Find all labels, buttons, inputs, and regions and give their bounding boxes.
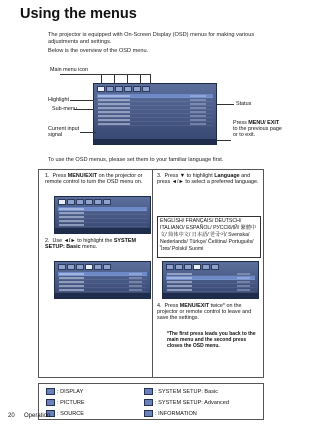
legend-system-advanced: : SYSTEM SETUP: Advanced [155, 400, 229, 406]
osd-row [97, 122, 213, 126]
information-icon [142, 86, 150, 92]
osd-menu-tabs [97, 86, 213, 93]
callout-current-input: Current input signal [48, 126, 80, 139]
step-4: 4. Press MENU/EXIT twice* on the projector or remote control to leave and save the settings. [157, 303, 252, 322]
legend-system-basic: : SYSTEM SETUP: Basic [155, 389, 219, 395]
system-basic-icon [144, 388, 153, 395]
osd-sub-menu [97, 94, 213, 126]
intro-overview: Below is the overview of the OSD menu. [48, 48, 149, 54]
callout-highlight: Highlight [48, 97, 69, 103]
picture-icon [106, 86, 114, 92]
information-icon [144, 410, 153, 417]
system-basic-icon [124, 86, 132, 92]
legend-display: : DISPLAY [57, 389, 84, 395]
source-icon [115, 86, 123, 92]
instruction-text: To use the OSD menus, please set them to your familiar language first. [48, 157, 224, 163]
system-advanced-icon [144, 399, 153, 406]
step-2-osd-screenshot [54, 261, 151, 299]
section-name: Operation [24, 413, 51, 419]
intro-paragraph: The projector is equipped with On-Screen Display (OSD) menus for making various adjustments and settings. [48, 32, 255, 45]
legend-source: : SOURCE [57, 411, 85, 417]
page-title: Using the menus [20, 6, 137, 22]
callout-status: Status [236, 101, 252, 107]
legend-picture: : PICTURE [57, 400, 85, 406]
step-1-osd-screenshot [54, 196, 151, 234]
page-number: 20 [8, 413, 15, 419]
step-2: 2. Use ◄/► to highlight the SYSTEM SETUP: Basic menu. [45, 238, 136, 251]
display-icon [97, 86, 105, 92]
main-osd-screenshot [93, 83, 217, 145]
callout-sub-menu: Sub-menu [52, 106, 77, 112]
picture-icon [46, 399, 55, 406]
callout-main-menu-icon: Main menu icon [50, 67, 89, 73]
callout-press-menu-exit: Press MENU/ EXIT to the previous page or to exit. [233, 120, 282, 139]
step-3-osd-screenshot [162, 261, 259, 299]
osd-footer [94, 139, 216, 144]
system-advanced-icon [133, 86, 141, 92]
step-4-note: *The first press leads you back to the main menu and the second press closes the OSD menu. [167, 331, 256, 349]
display-icon [46, 388, 55, 395]
step-1: 1. Press MENU/EXIT on the projector or remote control to turn the OSD menu on. [45, 173, 143, 186]
language-list: ENGLISH/ FRANÇAIS/ DEUTSCH/ ITALIANO/ ESPAÑOL/ РУССКИЙ/ 繁體中文/ 简体中文/ 日本語/ 한국어/ Svenska/ Nederlands/ Türkçe/ Čeština/ Português/ ไทย/ Polski/ Suomi [157, 216, 261, 258]
step-3: 3. Press ▼ to highlight Language and press ◄/► to select a preferred language. [157, 173, 259, 186]
legend-information: : INFORMATION [155, 411, 197, 417]
